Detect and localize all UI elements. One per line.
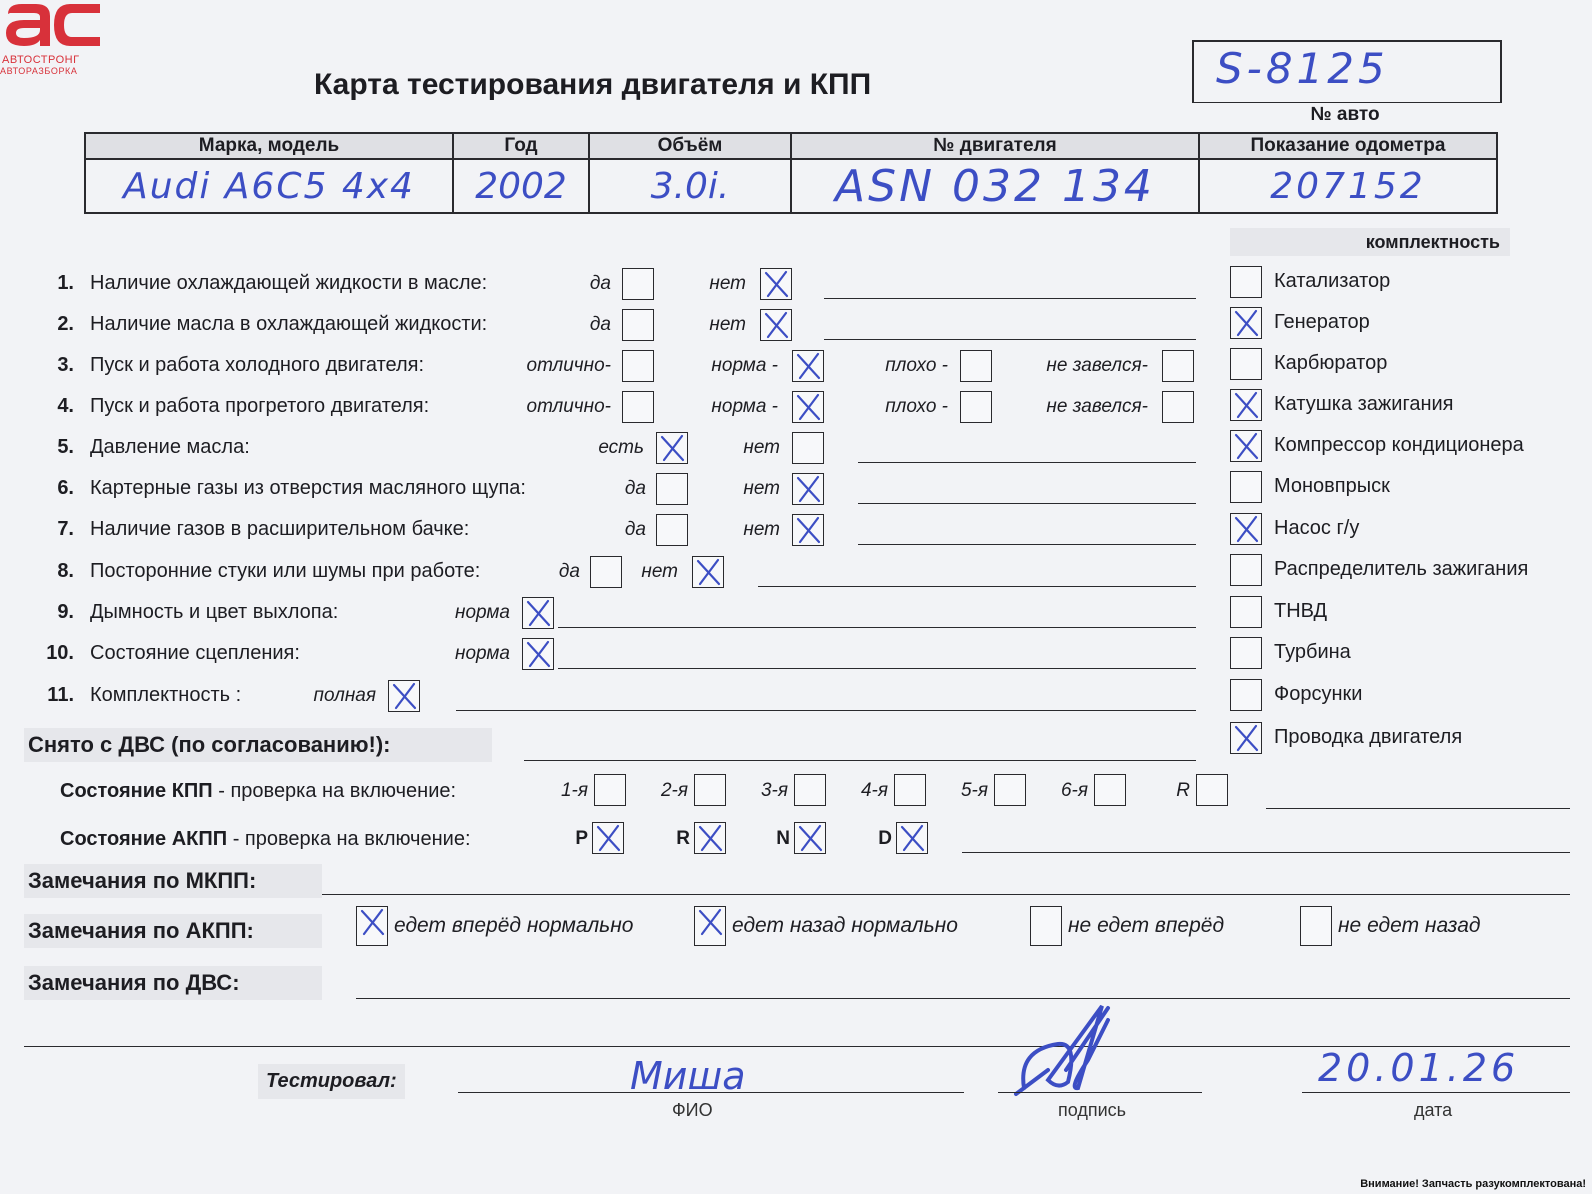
row-label: Посторонние стуки или шумы при работе: xyxy=(90,560,481,582)
akpp-remark-label: не едет назад xyxy=(1338,914,1481,937)
remarks-dvs-label: Замечания по ДВС: xyxy=(24,966,322,1000)
completeness-item-label: Компрессор кондиционера xyxy=(1274,434,1524,456)
option-label: плохо - xyxy=(885,355,948,376)
completeness-item-label: Насос г/у xyxy=(1274,517,1360,539)
row-6-option-checkbox[interactable] xyxy=(792,473,824,505)
akpp-remark-label: едет вперёд нормально xyxy=(394,914,634,937)
check-mark-icon xyxy=(522,638,554,670)
option-label: есть xyxy=(598,437,644,458)
option-label: нет xyxy=(709,273,746,294)
completeness-item-label: Распределитель зажигания xyxy=(1274,558,1529,580)
row-number: 7. xyxy=(57,518,74,540)
check-mark-icon xyxy=(592,822,624,854)
completeness-item-label: Катушка зажигания xyxy=(1274,393,1454,415)
test-date: 20.01.26 xyxy=(1318,1046,1520,1090)
row-label: Пуск и работа холодного двигателя: xyxy=(90,354,425,376)
akpp-gear-label: D xyxy=(878,828,892,849)
check-mark-icon xyxy=(1230,307,1262,339)
row-answer-line xyxy=(824,339,1196,340)
option-label: нет xyxy=(641,561,678,582)
option-label: нет xyxy=(743,437,780,458)
check-mark-icon xyxy=(692,556,724,588)
check-mark-icon xyxy=(522,597,554,629)
check-mark-icon xyxy=(792,473,824,505)
completeness-checkbox[interactable] xyxy=(1230,389,1262,421)
footer-warning: Внимание! Запчасть разукомплектована! xyxy=(1360,1178,1586,1190)
kpp-gear-label: R xyxy=(1176,780,1190,801)
check-mark-icon xyxy=(792,514,824,546)
completeness-checkbox[interactable] xyxy=(1230,430,1262,462)
completeness-checkbox[interactable] xyxy=(1230,637,1262,669)
option-label: да xyxy=(624,478,646,499)
completeness-checkbox[interactable] xyxy=(1230,307,1262,339)
check-mark-icon xyxy=(1230,430,1262,462)
vehicle-info-table xyxy=(84,132,1498,214)
kpp-line xyxy=(1266,808,1570,809)
value-engine-number: ASN 032 134 xyxy=(791,159,1199,213)
option-label: нет xyxy=(743,519,780,540)
row-answer-line xyxy=(858,503,1196,504)
remarks-dvs-line xyxy=(356,998,1570,999)
completeness-item-label: Форсунки xyxy=(1274,683,1363,705)
check-mark-icon xyxy=(1230,722,1262,754)
check-mark-icon xyxy=(794,822,826,854)
row-7-option-checkbox[interactable] xyxy=(792,514,824,546)
row-number: 2. xyxy=(57,313,74,335)
row-4-option-checkbox[interactable] xyxy=(1162,391,1194,423)
option-label: нет xyxy=(743,478,780,499)
row-label: Дымность и цвет выхлопа: xyxy=(90,601,339,623)
row-3-option-checkbox[interactable] xyxy=(1162,350,1194,382)
name-line xyxy=(458,1092,964,1093)
tester-name: Миша xyxy=(630,1054,746,1098)
row-number: 8. xyxy=(57,560,74,582)
akpp-gear-label: P xyxy=(575,828,588,849)
completeness-checkbox[interactable] xyxy=(1230,679,1262,711)
check-mark-icon xyxy=(1230,389,1262,421)
completeness-item-label: Катализатор xyxy=(1274,270,1391,292)
akpp-remark-checkbox[interactable] xyxy=(1300,906,1332,946)
date-caption: дата xyxy=(1414,1100,1453,1120)
row-8-option-checkbox[interactable] xyxy=(692,556,724,588)
row-label: Комплектность : xyxy=(90,684,242,706)
check-mark-icon xyxy=(1230,513,1262,545)
option-label: отлично- xyxy=(526,396,611,417)
check-mark-icon xyxy=(356,906,388,938)
option-label: нет xyxy=(709,314,746,335)
completeness-item-label: Карбюратор xyxy=(1274,352,1388,374)
option-label: да xyxy=(589,273,611,294)
row-label: Пуск и работа прогретого двигателя: xyxy=(90,395,430,417)
check-mark-icon xyxy=(760,268,792,300)
akpp-gear-checkbox[interactable] xyxy=(794,822,826,854)
row-answer-line xyxy=(824,298,1196,299)
completeness-checkbox[interactable] xyxy=(1230,554,1262,586)
completeness-checkbox[interactable] xyxy=(1230,348,1262,380)
akpp-label-bold: Состояние АКПП xyxy=(60,828,228,850)
option-label: полная xyxy=(313,685,376,706)
auto-number-box xyxy=(1192,40,1502,103)
option-label: норма - xyxy=(711,396,778,417)
row-number: 11. xyxy=(47,684,74,706)
row-label: Состояние сцепления: xyxy=(90,642,300,664)
kpp-gear-label: 2-я xyxy=(660,780,688,801)
completeness-header: комплектность xyxy=(1230,228,1510,256)
akpp-remark-label: едет назад нормально xyxy=(732,914,958,937)
col-header-year: Год xyxy=(453,133,589,159)
kpp-label-bold: Состояние КПП xyxy=(60,780,213,802)
kpp-gear-label: 1-я xyxy=(560,780,588,801)
check-mark-icon xyxy=(388,680,420,712)
option-label: да xyxy=(558,561,580,582)
auto-number-value: S-8125 xyxy=(1216,44,1389,93)
row-11-option-checkbox[interactable] xyxy=(388,680,420,712)
row-5-option-checkbox[interactable] xyxy=(792,432,824,464)
name-caption: ФИО xyxy=(672,1100,713,1120)
row-label: Давление масла: xyxy=(90,436,250,458)
completeness-item-label: Проводка двигателя xyxy=(1274,726,1463,748)
completeness-item-label: Генератор xyxy=(1274,311,1370,333)
akpp-remark-checkbox[interactable] xyxy=(694,906,726,946)
akpp-remark-label: не едет вперёд xyxy=(1068,914,1225,937)
option-label: не завелся- xyxy=(1046,355,1148,376)
akpp-gear-checkbox[interactable] xyxy=(592,822,624,854)
option-label: не завелся- xyxy=(1046,396,1148,417)
logo-text: АВТОСТРОНГ xyxy=(2,54,80,66)
row-1-option-checkbox[interactable] xyxy=(760,268,792,300)
remarks-akpp-label: Замечания по АКПП: xyxy=(24,914,322,948)
row-label: Наличие охлаждающей жидкости в масле: xyxy=(90,272,488,294)
akpp-remark-checkbox[interactable] xyxy=(356,906,388,946)
kpp-gear-checkbox[interactable] xyxy=(1196,774,1228,806)
date-line xyxy=(1302,1092,1570,1093)
akpp-line xyxy=(962,852,1570,853)
row-answer-line xyxy=(558,668,1196,669)
row-2-option-checkbox[interactable] xyxy=(760,309,792,341)
akpp-label xyxy=(60,828,471,851)
completeness-item-label: Турбина xyxy=(1274,641,1351,663)
value-odometer: 207152 xyxy=(1199,159,1497,213)
completeness-checkbox[interactable] xyxy=(1230,266,1262,298)
row-label: Наличие масла в охлаждающей жидкости: xyxy=(90,313,488,335)
signature-caption: подпись xyxy=(1058,1100,1127,1120)
remarks-mkpp-line xyxy=(322,894,1570,895)
row-answer-line xyxy=(858,544,1196,545)
completeness-checkbox[interactable] xyxy=(1230,722,1262,754)
removed-label: Снято с ДВС (по согласованию!): xyxy=(24,728,492,762)
completeness-item-label: ТНВД xyxy=(1274,600,1328,622)
check-mark-icon xyxy=(896,822,928,854)
col-header-engine-number: № двигателя xyxy=(791,133,1199,159)
row-number: 10. xyxy=(46,642,74,664)
row-label: Картерные газы из отверстия масляного щупа: xyxy=(90,477,526,499)
completeness-item-label: Моновпрыск xyxy=(1274,475,1390,497)
row-10-option-checkbox[interactable] xyxy=(522,638,554,670)
check-mark-icon xyxy=(694,822,726,854)
akpp-gear-label: R xyxy=(676,828,690,849)
row-answer-line xyxy=(858,462,1196,463)
auto-number-label: № авто xyxy=(1310,104,1380,125)
row-number: 9. xyxy=(57,601,74,623)
option-label: да xyxy=(589,314,611,335)
option-label: отлично- xyxy=(526,355,611,376)
option-label: да xyxy=(624,519,646,540)
value-year: 2002 xyxy=(453,159,589,213)
kpp-label-rest: - проверка на включение: xyxy=(212,780,457,802)
col-header-volume: Объём xyxy=(589,133,791,159)
tested-label: Тестировал: xyxy=(258,1064,405,1099)
check-mark-icon xyxy=(694,906,726,938)
option-label: норма - xyxy=(711,355,778,376)
col-header-model: Марка, модель xyxy=(85,133,453,159)
option-label: плохо - xyxy=(885,396,948,417)
row-answer-line xyxy=(558,627,1196,628)
row-number: 4. xyxy=(57,395,74,417)
completeness-checkbox[interactable] xyxy=(1230,471,1262,503)
akpp-gear-label: N xyxy=(776,828,790,849)
option-label: норма xyxy=(455,602,510,623)
logo-subtext: АВТОРАЗБОРКА xyxy=(0,66,78,76)
row-answer-line xyxy=(456,710,1196,711)
kpp-gear-label: 6-я xyxy=(1060,780,1088,801)
completeness-checkbox[interactable] xyxy=(1230,513,1262,545)
signature-line xyxy=(998,1092,1202,1093)
row-number: 5. xyxy=(57,436,74,458)
row-label: Наличие газов в расширительном бачке: xyxy=(90,518,470,540)
akpp-label-rest: - проверка на включение: xyxy=(227,828,471,850)
value-model: Audi A6C5 4x4 xyxy=(85,159,453,213)
kpp-gear-label: 3-я xyxy=(760,780,788,801)
col-header-odometer: Показание одометра xyxy=(1199,133,1497,159)
row-number: 1. xyxy=(57,272,74,294)
remarks-mkpp-label: Замечания по МКПП: xyxy=(24,864,322,898)
removed-line xyxy=(524,760,1196,761)
row-number: 6. xyxy=(57,477,74,499)
akpp-gear-checkbox[interactable] xyxy=(694,822,726,854)
akpp-remark-checkbox[interactable] xyxy=(1030,906,1062,946)
row-answer-line xyxy=(758,586,1196,587)
row-9-option-checkbox[interactable] xyxy=(522,597,554,629)
page-title: Карта тестирования двигателя и КПП xyxy=(314,68,872,101)
akpp-gear-checkbox[interactable] xyxy=(896,822,928,854)
signature-image xyxy=(1008,1000,1128,1100)
value-volume: 3.0i. xyxy=(589,159,791,213)
kpp-gear-label: 5-я xyxy=(960,780,988,801)
check-mark-icon xyxy=(760,309,792,341)
completeness-checkbox[interactable] xyxy=(1230,596,1262,628)
option-label: норма xyxy=(455,643,510,664)
kpp-label xyxy=(60,780,456,803)
row-number: 3. xyxy=(57,354,74,376)
kpp-gear-label: 4-я xyxy=(860,780,888,801)
